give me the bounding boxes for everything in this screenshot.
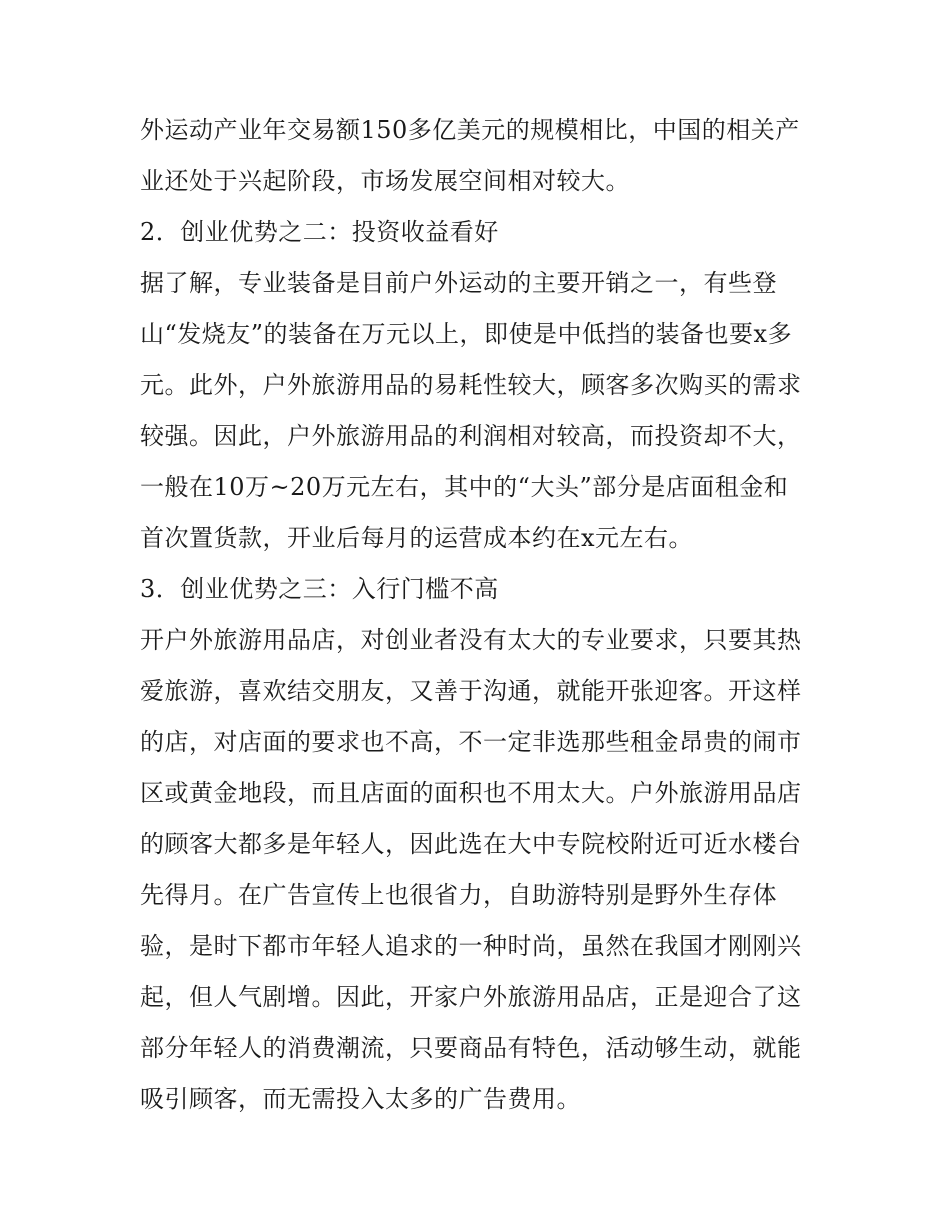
text-line: 较强。因此，户外旅游用品的利润相对较高，而投资却不大， (140, 422, 802, 450)
text-line: 元。此外，户外旅游用品的易耗性较大，顾客多次购买的需求 (140, 371, 802, 399)
text-line: 山“发烧友”的装备在万元以上，即使是中低挡的装备也要x多 (140, 320, 793, 348)
text-line: 外运动产业年交易额150多亿美元的规模相比，中国的相关产 (140, 116, 800, 144)
text-line: 一般在10万~20万元左右，其中的“大头”部分是店面租金和 (140, 473, 789, 501)
text-line: 的顾客大都多是年轻人，因此选在大中专院校附近可近水楼台 (140, 830, 802, 858)
text-line: 验，是时下都市年轻人追求的一种时尚，虽然在我国才刚刚兴 (140, 932, 802, 960)
text-line: 的店，对店面的要求也不高，不一定非选那些租金昂贵的闹市 (140, 728, 802, 756)
section-heading: 3．创业优势之三：入行门槛不高 (140, 575, 499, 603)
text-line: 业还处于兴起阶段，市场发展空间相对较大。 (140, 167, 630, 195)
text-line: 开户外旅游用品店，对创业者没有太大的专业要求，只要其热 (140, 626, 802, 654)
document-body (140, 105, 820, 1125)
text-line: 吸引顾客，而无需投入太多的广告费用。 (140, 1085, 581, 1113)
text-line: 首次置货款，开业后每月的运营成本约在x元左右。 (140, 524, 694, 552)
text-line: 先得月。在广告宣传上也很省力，自助游特别是野外生存体 (140, 881, 777, 909)
text-line: 据了解，专业装备是目前户外运动的主要开销之一，有些登 (140, 269, 777, 297)
section-heading: 2．创业优势之二：投资收益看好 (140, 218, 499, 246)
text-line: 起，但人气剧增。因此，开家户外旅游用品店，正是迎合了这 (140, 983, 802, 1011)
text-line: 部分年轻人的消费潮流，只要商品有特色，活动够生动，就能 (140, 1034, 802, 1062)
text-line: 区或黄金地段，而且店面的面积也不用太大。户外旅游用品店 (140, 779, 802, 807)
text-line: 爱旅游，喜欢结交朋友，又善于沟通，就能开张迎客。开这样 (140, 677, 802, 705)
